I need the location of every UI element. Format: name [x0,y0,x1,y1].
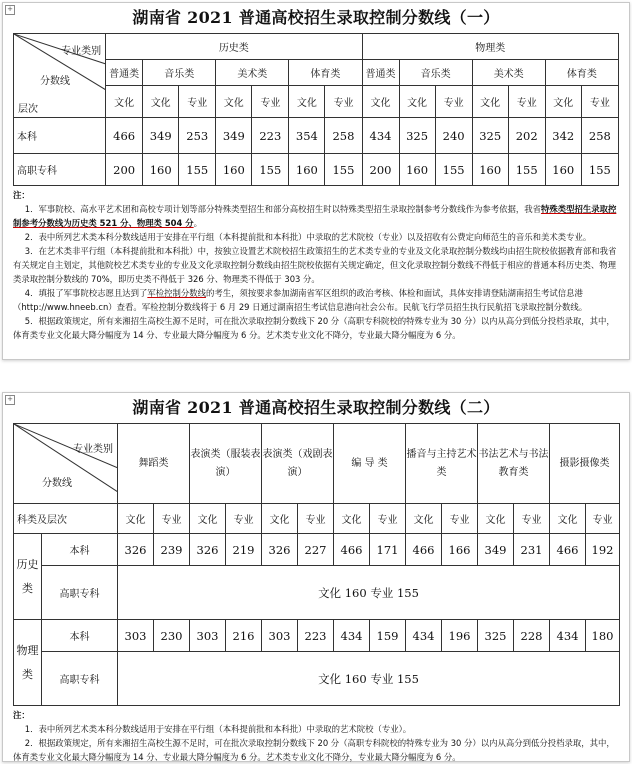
score-cell: 180 [586,620,620,652]
category-header: 书法艺术与书法教育类 [478,424,550,504]
sub-header-major: 专业 [586,504,620,534]
score-cell: 160 [472,154,508,186]
score-cell: 326 [190,534,226,566]
note-item: 4．填报了军事院校志愿且达到了军检控制分数线的考生，须按要求参加湖南省军区组织的政治考核、体检和面试，具体安排请登陆湖南招生考试信息港（http://www.hneeb.cn）查看。军检控制分数线将于 6 月 29 日通过湖南招生考试信息港向社会公布。民航飞行学员招生执行民航招飞录取控制分数线。 [13,288,588,312]
table1-title: 湖南省 2021 普通高校招生录取控制分数线（一） [132,8,500,27]
category-header: 音乐类 [399,60,472,86]
sub-header-culture: 文化 [262,504,298,534]
corner-label-level: 层次 [18,104,38,115]
group-header-history: 历史类 [106,34,362,60]
sub-header-major: 专业 [226,504,262,534]
sub-header-culture: 文化 [550,504,586,534]
category-header: 体育类 [545,60,618,86]
score-cell: 160 [545,154,581,186]
category-header: 表演类（服装表演） [190,424,262,504]
score-cell: 434 [334,620,370,652]
sub-header-major: 专业 [581,86,618,118]
merged-score-cell: 文化 160 专业 155 [118,566,620,620]
category-header: 摄影摄像类 [550,424,620,504]
score-cell: 303 [190,620,226,652]
score-cell: 196 [442,620,478,652]
table-row-physics-vocational [14,652,620,706]
corner-label-score: 分数线 [40,76,70,87]
note-item: 5．根据政策规定，所有来湘招生高校生源不足时，可在批次录取控制分数线下 20 分（高职专科院校的特殊专业为 30 分）以内从高分到低分投档录取，其中，体育类专业文化最大降分幅度为 14 分、专业最大降分幅度为 6 分。艺术类专业文化不降分，专业最大降分幅度为 6 分。 [13,316,615,340]
note-item: 1．军事院校、高水平艺术团和高校专项计划等部分特殊类型招生和部分高校招生时以特殊类型招生录取控制参考分数线作为参考依据，我省特殊类型招生录取控制参考分数线为历史类 521 分、物理类 504 分。 [13,204,617,228]
notes-heading: 注： [13,190,30,200]
category-header: 美术类 [472,60,545,86]
sub-header-culture: 文化 [106,86,143,118]
score-cell: 434 [362,118,399,154]
group-header-physics: 物理类 [362,34,619,60]
sub-header-culture: 文化 [406,504,442,534]
sub-header-culture: 文化 [334,504,370,534]
sub-header-culture: 文化 [143,86,179,118]
category-header: 舞蹈类 [118,424,190,504]
row-label: 高职专科 [14,154,106,186]
score-cell: 155 [325,154,362,186]
note-item: 2．表中所列艺术类本科分数线适用于安排在平行组（本科提前批和本科批）中录取的艺术院校（专业）以及招收有公费定向师范生的音乐和美术类专业。 [24,232,592,242]
sub-header-culture: 文化 [472,86,508,118]
score-cell: 258 [325,118,362,154]
score-cell: 303 [262,620,298,652]
score-cell: 258 [581,118,618,154]
score-cell: 216 [226,620,262,652]
table1-notes [3,186,629,342]
row-label: 本科 [14,118,106,154]
category-header: 播音与主持艺术类 [406,424,478,504]
table-row-history-undergrad [14,534,620,566]
table-move-handle-icon[interactable]: + [5,5,15,15]
score-cell: 160 [399,154,435,186]
score-cell: 231 [514,534,550,566]
sub-header-culture: 文化 [216,86,252,118]
table2-title: 湖南省 2021 普通高校招生录取控制分数线（二） [132,398,500,417]
corner-label-category: 专业类别 [61,46,102,57]
score-cell: 223 [298,620,334,652]
score-cell: 253 [179,118,216,154]
sub-header-major: 专业 [514,504,550,534]
score-cell: 349 [216,118,252,154]
score-cell: 223 [252,118,289,154]
table-move-handle-icon[interactable]: + [5,395,15,405]
sub-header-culture: 文化 [362,86,399,118]
sub-header-culture: 文化 [118,504,154,534]
score-cell: 325 [399,118,435,154]
sub-header-culture: 文化 [190,504,226,534]
score-table-1 [13,33,619,186]
sub-header-culture: 文化 [478,504,514,534]
score-cell: 354 [289,118,325,154]
score-cell: 202 [508,118,545,154]
score-cell: 219 [226,534,262,566]
row-group-physics: 物理类 [14,620,42,706]
score-cell: 434 [406,620,442,652]
score-cell: 434 [550,620,586,652]
sub-header-culture: 文化 [289,86,325,118]
category-header: 美术类 [216,60,289,86]
category-header: 普通类 [106,60,143,86]
sub-header-major: 专业 [298,504,334,534]
sub-header-culture: 文化 [399,86,435,118]
corner-label-category: 专业类别 [73,444,113,455]
sub-header-major: 专业 [370,504,406,534]
note-item: 1．表中所列艺术类本科分数线适用于安排在平行组（本科提前批和本科批）中录取的艺术院校（专业）。 [24,724,412,734]
score-cell: 155 [508,154,545,186]
score-cell: 200 [362,154,399,186]
score-cell: 230 [154,620,190,652]
score-cell: 349 [143,118,179,154]
score-cell: 326 [118,534,154,566]
score-cell: 466 [334,534,370,566]
score-table-panel-2 [2,392,630,762]
score-cell: 200 [106,154,143,186]
score-cell: 326 [262,534,298,566]
category-header: 音乐类 [143,60,216,86]
sub-header-major: 专业 [154,504,190,534]
score-cell: 466 [406,534,442,566]
score-cell: 228 [514,620,550,652]
score-cell: 303 [118,620,154,652]
table-row-undergrad [14,118,619,154]
score-cell: 342 [545,118,581,154]
table-row-physics-undergrad [14,620,620,652]
category-header: 编 导 类 [334,424,406,504]
score-cell: 160 [216,154,252,186]
row-label: 本科 [42,534,118,566]
category-header: 普通类 [362,60,399,86]
score-cell: 466 [550,534,586,566]
category-header: 表演类（戏剧表演） [262,424,334,504]
sub-header-major: 专业 [252,86,289,118]
score-table-2 [13,423,620,706]
score-cell: 227 [298,534,334,566]
sub-header-major: 专业 [179,86,216,118]
score-cell: 325 [478,620,514,652]
score-cell: 160 [289,154,325,186]
score-cell: 155 [435,154,472,186]
sub-header-major: 专业 [508,86,545,118]
score-cell: 171 [370,534,406,566]
corner-label-score: 分数线 [42,478,72,489]
corner-diagonal-lines [14,424,118,504]
table2-notes [3,706,629,764]
score-cell: 192 [586,534,620,566]
merged-score-cell: 文化 160 专业 155 [118,652,620,706]
note-item: 3．在艺术类非平行组（本科提前批和本科批）中，按独立设置艺术院校招生政策招生的艺术类专业的专业及文化录取控制分数线均由招生院校依据教育部和我省有关规定自主划定，其他院校艺术类专业的专业及文化录取控制分数线由招生院校依据有关规定确定，但文化录取控制分数线不得低于相应的普通本科历史类、物理类录取控制分数线的 70%，即历史类不得低于 326 分、物理类不得低于 303 分。 [13,246,617,284]
sub-header-major: 专业 [442,504,478,534]
notes-heading: 注： [13,710,30,720]
score-cell: 159 [370,620,406,652]
score-table-panel-1 [2,2,630,360]
score-cell: 240 [435,118,472,154]
table-row-history-vocational [14,566,620,620]
category-header: 体育类 [289,60,362,86]
sub-header-major: 专业 [325,86,362,118]
row-label: 高职专科 [42,652,118,706]
score-cell: 160 [143,154,179,186]
row-label: 本科 [42,620,118,652]
table2-corner-cell [14,424,118,504]
score-cell: 155 [179,154,216,186]
sub-header-major: 专业 [435,86,472,118]
row-label: 高职专科 [42,566,118,620]
sub-header-culture: 文化 [545,86,581,118]
table1-corner-cell [14,34,106,118]
score-cell: 466 [106,118,143,154]
row-group-history: 历史类 [14,534,42,620]
corner-label-level: 科类及层次 [14,504,118,534]
score-cell: 325 [472,118,508,154]
score-cell: 349 [478,534,514,566]
note-item: 2．根据政策规定，所有来湘招生高校生源不足时，可在批次录取控制分数线下 20 分（高职专科院校的特殊专业为 30 分）以内从高分到低分投档录取，其中，体育类专业文化最大降分幅度为 14 分、专业最大降分幅度为 6 分。艺术类专业文化不降分，专业最大降分幅度为 6 分。 [13,738,615,762]
score-cell: 155 [252,154,289,186]
score-cell: 155 [581,154,618,186]
score-cell: 239 [154,534,190,566]
table-row-vocational [14,154,619,186]
score-cell: 166 [442,534,478,566]
